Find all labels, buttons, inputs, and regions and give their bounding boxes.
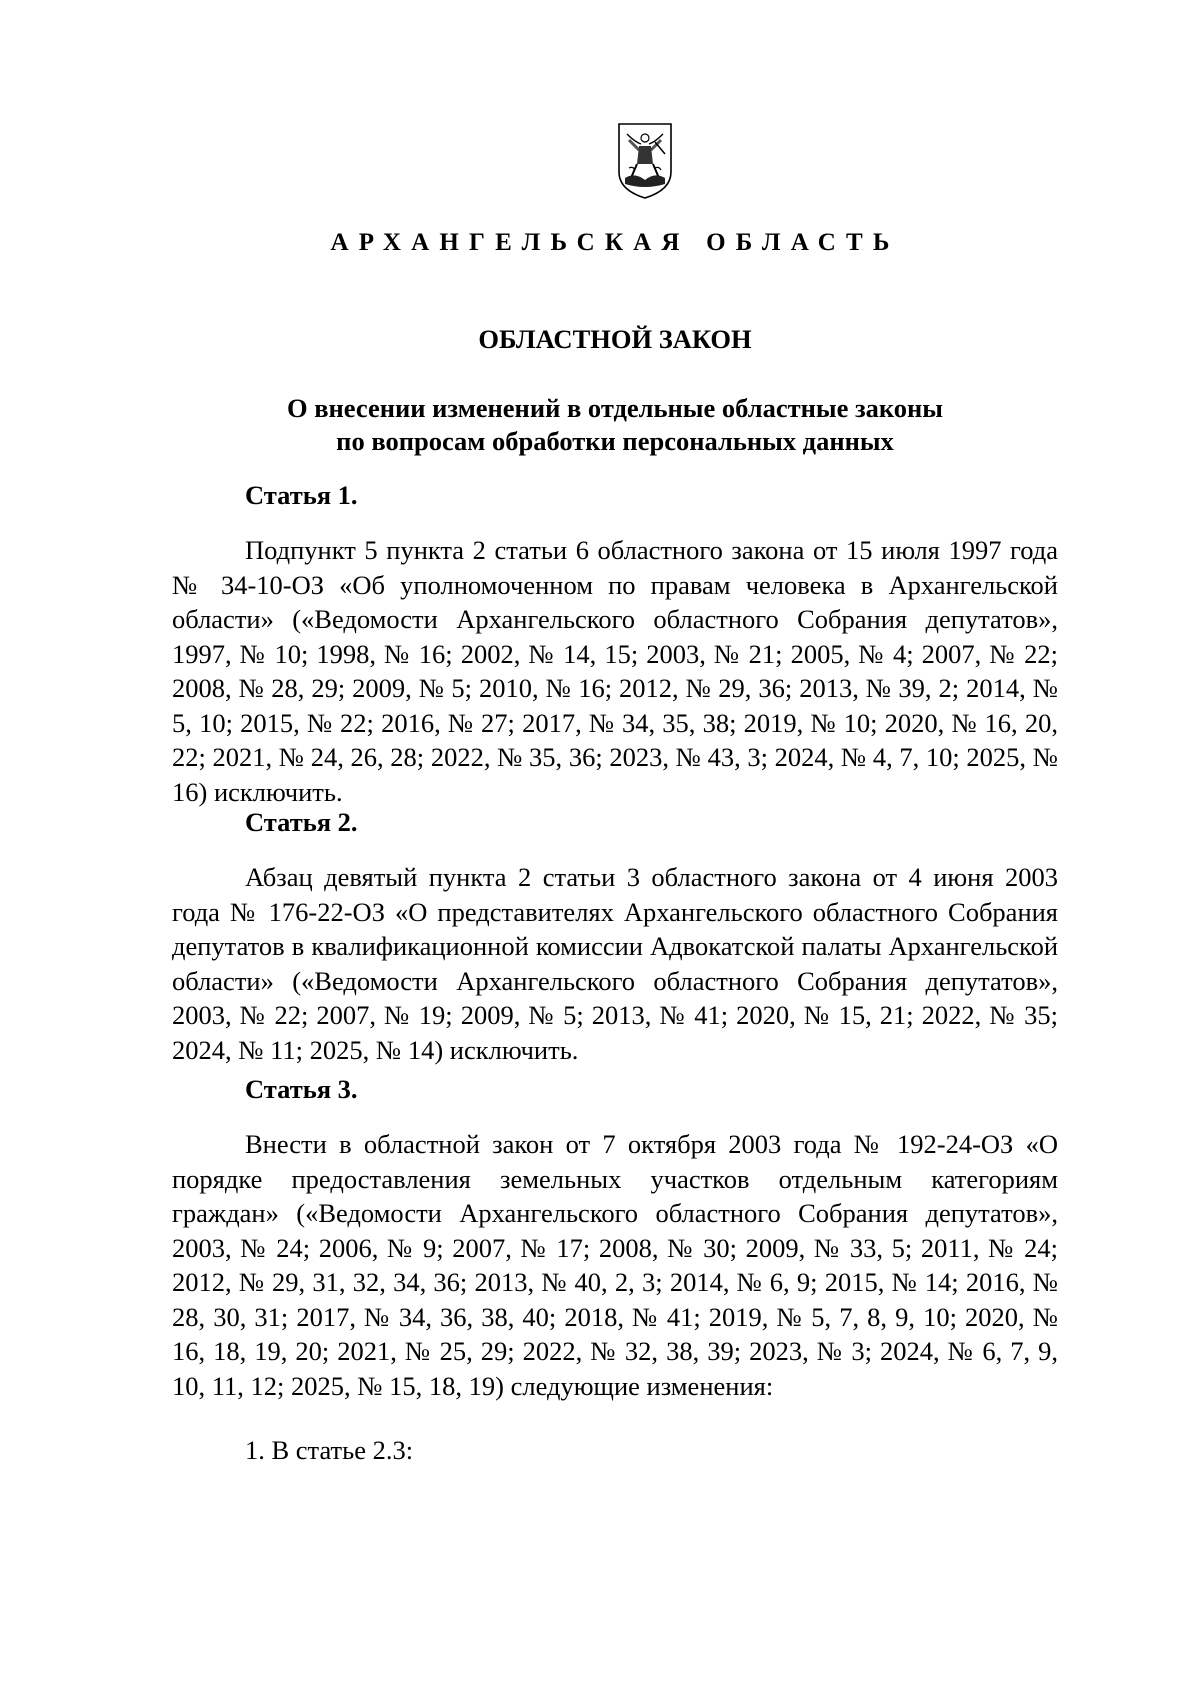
region-name: АРХАНГЕЛЬСКАЯ ОБЛАСТЬ — [330, 229, 900, 256]
document-title — [172, 392, 1058, 458]
document-type: ОБЛАСТНОЙ ЗАКОН — [478, 324, 752, 354]
article-1-heading: Статья 1. — [245, 480, 358, 510]
document-title-line-2: по вопросам обработки персональных данных — [336, 426, 894, 456]
coat-of-arms-icon — [615, 120, 675, 200]
article-2-heading: Статья 2. — [245, 807, 358, 837]
article-3-text: Внести в областной закон от 7 октября 2003 года № 192-24-ОЗ «О порядке предоставления земельных участков отдельным категориям граждан» («Ведомости Архангельского областного Собрания депутатов», 2003, № 24; 2006, № 9; 2007, № 17; 2008, № 30; 2009, № 33, 5; 2011, № 24; 2012, № 29, 31, 32, 34, 36; 2013, № 40, 2, 3; 2014, № 6, 9; 2015, № 14; 2016, № 28, 30, 31; 2017, № 34, 36, 38, 40; 2018, № 41; 2019, № 5, 7, 8, 9, 10; 2020, № 16, 18, 19, 20; 2021, № 25, 29; 2022, № 32, 38, 39; 2023, № 3; 2024, № 6, 7, 9, 10, 11, 12; 2025, № 15, 18, 19) следующие изменения: — [172, 1129, 1058, 1401]
document-title-line-1: О внесении изменений в отдельные областные законы — [286, 393, 943, 423]
article-3-list-item-1: 1. В статье 2.3: — [245, 1435, 414, 1465]
article-3-heading: Статья 3. — [245, 1074, 358, 1104]
article-2-text: Абзац девятый пункта 2 статьи 3 областного закона от 4 июня 2003 года № 176-22-ОЗ «О представителях Архангельского областного Собрания депутатов в квалификационной комиссии Адвокатской палаты Архангельской области» («Ведомости Архангельского областного Собрания депутатов», 2003, № 22; 2007, № 19; 2009, № 5; 2013, № 41; 2020, № 15, 21; 2022, № 35; 2024, № 11; 2025, № 14) исключить. — [172, 862, 1058, 1065]
article-1-text: Подпункт 5 пункта 2 статьи 6 областного закона от 15 июля 1997 года № 34-10-ОЗ «Об уполномоченном по правам человека в Архангельской области» («Ведомости Архангельского областного Собрания депутатов», 1997, № 10; 1998, № 16; 2002, № 14, 15; 2003, № 21; 2005, № 4; 2007, № 22; 2008, № 28, 29; 2009, № 5; 2010, № 16; 2012, № 29, 36; 2013, № 39, 2; 2014, № 5, 10; 2015, № 22; 2016, № 27; 2017, № 34, 35, 38; 2019, № 10; 2020, № 16, 20, 22; 2021, № 24, 26, 28; 2022, № 35, 36; 2023, № 43, 3; 2024, № 4, 7, 10; 2025, № 16) исключить. — [172, 535, 1058, 807]
